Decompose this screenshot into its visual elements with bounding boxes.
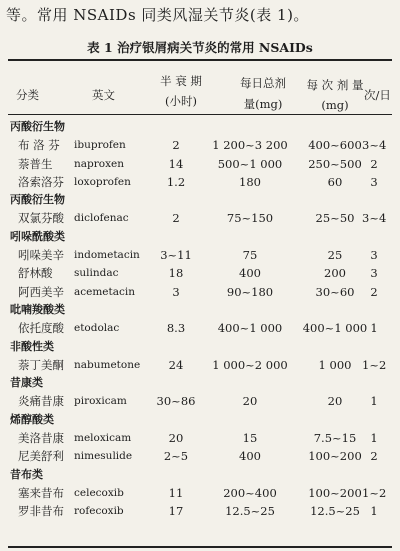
frequency-cell: 3 — [370, 174, 378, 189]
header-half-life-unit: (小时) — [165, 94, 197, 108]
half-life-cell: 24 — [168, 357, 184, 372]
single-dose-cell: 400~600 — [308, 138, 362, 153]
table-group-row — [0, 338, 400, 356]
half-life-cell: 8.3 — [166, 321, 186, 336]
intro-text: 等。常用 NSAIDs 同类风湿关节炎(表 1)。 — [6, 6, 309, 24]
frequency-cell: 3~4 — [362, 211, 387, 226]
daily-dose-cell: 12.5~25 — [225, 504, 275, 519]
table-row — [0, 264, 400, 282]
table-row — [0, 356, 400, 374]
table-row — [0, 136, 400, 154]
drug-class-label: 丙酸衍生物 — [10, 120, 65, 133]
drug-name-cn: 双氯芬酸 — [18, 211, 64, 226]
half-life-cell: 17 — [168, 504, 184, 519]
frequency-cell: 2 — [370, 156, 378, 171]
drug-name-cn: 萘丁美酮 — [18, 357, 64, 372]
half-life-cell: 2~5 — [163, 449, 189, 464]
single-dose-cell: 30~60 — [315, 284, 355, 299]
half-life-cell: 20 — [168, 431, 184, 446]
half-life-cell: 1.2 — [166, 174, 186, 189]
drug-class-label: 吡喃羧酸类 — [10, 302, 65, 316]
half-life-cell: 3~11 — [160, 248, 192, 263]
header-class: 分类 — [16, 88, 39, 102]
frequency-cell: 1~2 — [362, 357, 387, 372]
frequency-cell: 1 — [370, 321, 378, 336]
drug-name-en: nabumetone — [74, 358, 141, 371]
drug-name-cn: 布 洛 芬 — [18, 138, 60, 153]
table-group-row — [0, 411, 400, 429]
header-frequency: 次/日 — [364, 88, 391, 102]
frequency-cell: 2 — [370, 449, 378, 464]
single-dose-cell: 7.5~15 — [313, 431, 357, 446]
header-daily-dose: 每日总剂 — [240, 76, 286, 90]
frequency-cell: 1 — [370, 431, 378, 446]
half-life-cell: 2 — [172, 138, 180, 153]
single-dose-cell: 200 — [324, 266, 346, 281]
drug-name-en: diclofenac — [74, 212, 129, 225]
drug-name-en: rofecoxib — [74, 505, 124, 518]
frequency-cell: 2 — [370, 284, 378, 299]
single-dose-cell: 100~200 — [308, 449, 362, 464]
table-row — [0, 155, 400, 173]
single-dose-cell: 12.5~25 — [310, 504, 360, 519]
header-english: 英文 — [92, 88, 115, 102]
table-group-row — [0, 374, 400, 392]
daily-dose-cell: 180 — [239, 174, 261, 189]
frequency-cell: 3~4 — [362, 138, 387, 153]
table-group-row — [0, 191, 400, 209]
half-life-cell: 14 — [168, 156, 184, 171]
daily-dose-cell: 20 — [242, 394, 258, 409]
drug-name-cn: 洛索洛芬 — [18, 174, 64, 189]
drug-class-label: 非酸性类 — [10, 339, 54, 353]
table-group-row — [0, 301, 400, 319]
drug-name-en: sulindac — [74, 267, 119, 280]
frequency-cell: 1 — [370, 504, 378, 519]
half-life-cell: 2 — [172, 211, 180, 226]
table-row — [0, 502, 400, 520]
header-half-life: 半 衰 期 — [160, 74, 202, 88]
daily-dose-cell: 75~150 — [226, 211, 274, 226]
frequency-cell: 1~2 — [362, 485, 387, 500]
single-dose-cell: 20 — [327, 394, 343, 409]
drug-class-label: 昔康类 — [10, 376, 43, 390]
frequency-cell: 3 — [370, 248, 378, 263]
drug-class-label: 吲哚酰酸类 — [10, 229, 65, 243]
drug-name-cn: 炎痛昔康 — [18, 394, 64, 409]
drug-name-cn: 依托度酸 — [18, 321, 64, 336]
single-dose-cell: 1 000 — [318, 357, 352, 372]
drug-class-label: 烯醇酸类 — [10, 412, 54, 426]
half-life-cell: 30~86 — [156, 394, 196, 409]
daily-dose-cell: 400 — [239, 449, 261, 464]
table-header-rule — [8, 114, 392, 115]
single-dose-cell: 100~200 — [308, 485, 362, 500]
drug-name-en: loxoprofen — [74, 175, 131, 188]
table-top-rule — [8, 59, 392, 61]
single-dose-cell: 400~1 000 — [302, 321, 368, 336]
single-dose-cell: 25~50 — [315, 211, 355, 226]
drug-name-en: indometacin — [74, 249, 140, 262]
single-dose-cell: 250~500 — [308, 156, 362, 171]
drug-name-en: ibuprofen — [74, 139, 126, 152]
drug-name-cn: 吲哚美辛 — [18, 248, 64, 263]
table-caption: 表 1 治疗银屑病关节炎的常用 NSAIDs — [87, 40, 313, 55]
drug-name-cn: 尼美舒利 — [18, 449, 64, 464]
header-daily-dose-unit: 量(mg) — [243, 97, 283, 111]
table-row — [0, 392, 400, 410]
daily-dose-cell: 200~400 — [223, 485, 277, 500]
drug-name-en: nimesulide — [74, 450, 133, 463]
frequency-cell: 1 — [370, 394, 378, 409]
drug-name-cn: 美洛昔康 — [18, 431, 64, 446]
drug-name-en: acemetacin — [74, 285, 136, 298]
drug-name-cn: 萘普生 — [18, 156, 53, 171]
half-life-cell: 11 — [168, 485, 184, 500]
drug-name-cn: 阿西美辛 — [18, 284, 64, 299]
daily-dose-cell: 1 200~3 200 — [212, 138, 288, 153]
daily-dose-cell: 1 000~2 000 — [212, 357, 288, 372]
half-life-cell: 3 — [172, 284, 180, 299]
table-row — [0, 246, 400, 264]
table-row — [0, 283, 400, 301]
single-dose-cell: 60 — [327, 174, 343, 189]
daily-dose-cell: 90~180 — [226, 284, 274, 299]
daily-dose-cell: 15 — [242, 431, 258, 446]
drug-class-label: 昔布类 — [10, 467, 43, 481]
table-group-row — [0, 118, 400, 136]
drug-name-en: piroxicam — [74, 395, 127, 408]
drug-name-cn: 罗非昔布 — [18, 504, 64, 519]
single-dose-cell: 25 — [327, 248, 343, 263]
frequency-cell: 3 — [370, 266, 378, 281]
drug-name-en: celecoxib — [74, 486, 124, 499]
drug-name-en: meloxicam — [74, 432, 132, 445]
header-single-dose-unit: (mg) — [321, 98, 349, 112]
drug-class-label: 丙酸衍生物 — [10, 193, 65, 207]
daily-dose-cell: 400 — [239, 266, 261, 281]
table-body — [0, 118, 400, 521]
drug-name-cn: 舒林酸 — [18, 266, 53, 281]
table-row — [0, 209, 400, 227]
drug-name-en: etodolac — [74, 322, 120, 335]
table-group-row — [0, 228, 400, 246]
table-bottom-rule — [8, 546, 392, 548]
drug-name-en: naproxen — [74, 157, 124, 170]
daily-dose-cell: 400~1 000 — [217, 321, 283, 336]
half-life-cell: 18 — [168, 266, 184, 281]
daily-dose-cell: 75 — [242, 248, 258, 263]
table-row — [0, 447, 400, 465]
table-row — [0, 429, 400, 447]
table-row — [0, 484, 400, 502]
daily-dose-cell: 500~1 000 — [217, 156, 283, 171]
table-row — [0, 173, 400, 191]
header-single-dose: 每 次 剂 量 — [306, 78, 364, 92]
table-group-row — [0, 466, 400, 484]
table-row — [0, 319, 400, 337]
drug-name-cn: 塞来昔布 — [18, 485, 64, 500]
